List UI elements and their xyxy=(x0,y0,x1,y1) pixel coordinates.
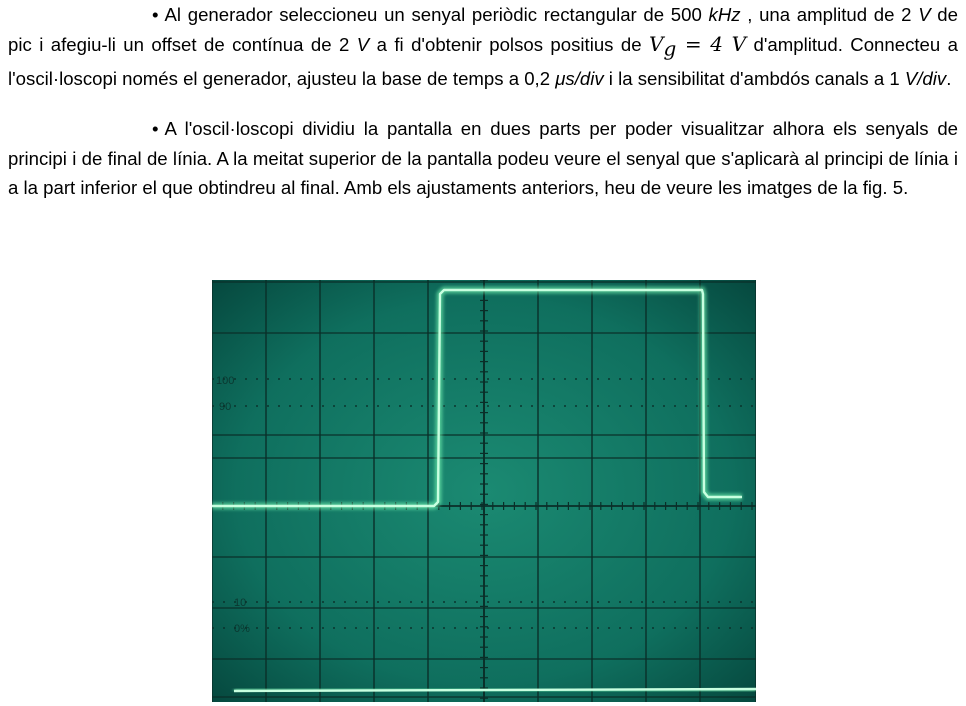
text-run: de pic i afegiu-li un offset de contínua de 2 xyxy=(8,4,958,55)
italic-unit: V xyxy=(918,4,931,25)
paragraph-1 xyxy=(8,0,958,93)
scale-label: 10 xyxy=(234,597,247,609)
text-run: . xyxy=(946,67,952,89)
math-expression: V xyxy=(649,31,664,56)
document-body xyxy=(8,0,958,203)
scale-label: 0% xyxy=(234,623,250,635)
bullet-icon: • xyxy=(152,4,159,25)
math-expression: = 4 V xyxy=(676,31,747,56)
scale-label: 100 xyxy=(216,375,235,387)
text-run: , una amplitud de 2 xyxy=(740,4,919,25)
italic-unit: μs/div xyxy=(555,67,604,89)
math-subscript: g xyxy=(663,36,677,61)
italic-unit: V xyxy=(356,33,370,55)
text-run: i la sensibilitat d'ambdós canals a 1 xyxy=(603,67,905,89)
paragraph-2 xyxy=(8,114,958,203)
italic-unit: V/div xyxy=(904,67,947,89)
oscilloscope-screen xyxy=(212,280,756,702)
text-run: Al generador seleccioneu un senyal periòdic rectangular de 500 xyxy=(164,4,709,25)
text-run: A l'oscil·loscopi dividiu la pantalla en dues parts per poder visualitzar alhora els senyals de principi i de final de línia. A la meitat superior de la pantalla podeu veure el senyal que s'aplicarà al principi de línia i a la part inferior el que obtindreu al final. Amb els ajustaments anteriors, heu de veure les imatges de la fig. 5. xyxy=(8,118,958,199)
italic-unit: kHz xyxy=(708,4,741,25)
oscilloscope-photo xyxy=(212,280,756,702)
scale-label: 90 xyxy=(219,401,232,413)
bullet-icon: • xyxy=(152,118,159,140)
text-run: d'amplitud. Connecteu a l'oscil·loscopi només el generador, ajusteu la base de temps a 0,2 xyxy=(8,33,958,89)
text-run: a fi d'obtenir polsos positius de xyxy=(369,33,650,55)
